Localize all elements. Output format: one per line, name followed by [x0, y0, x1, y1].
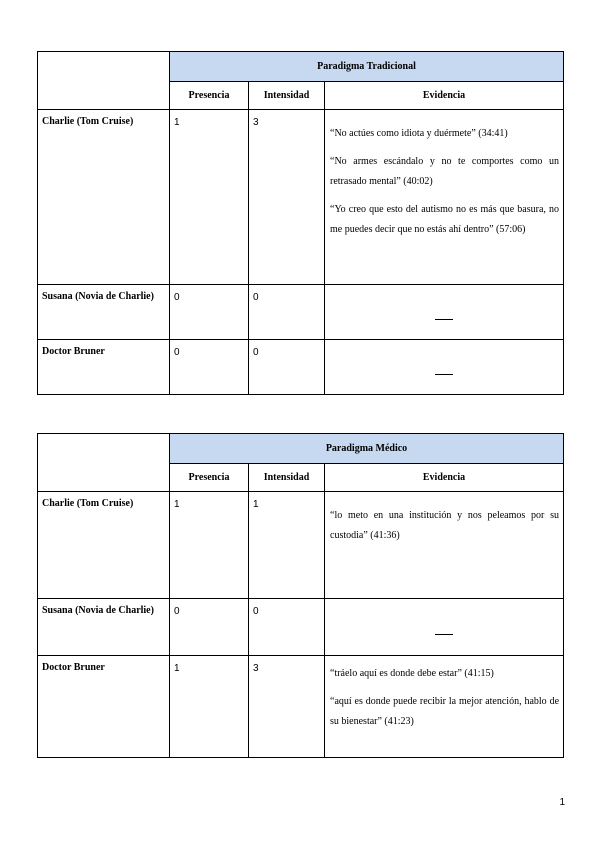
row-name: Charlie (Tom Cruise): [38, 492, 170, 599]
column-header-presence: Presencia: [170, 82, 249, 110]
table-paradigma-tradicional: [37, 51, 564, 395]
evidence-empty: [325, 285, 564, 340]
evidence-quote: “No actúes como idiota y duérmete” (34:41): [330, 128, 508, 139]
table-row: [38, 340, 564, 395]
presence-value: 1: [170, 110, 249, 285]
row-name: Susana (Novia de Charlie): [38, 285, 170, 340]
evidence-cell: [325, 110, 564, 285]
intensity-value: 3: [249, 656, 325, 758]
empty-dash: [435, 319, 453, 320]
evidence-empty: [325, 340, 564, 395]
table-row: [38, 656, 564, 758]
intensity-value: 3: [249, 110, 325, 285]
intensity-value: 0: [249, 599, 325, 656]
table-row: [38, 285, 564, 340]
evidence-quote: “Yo creo que esto del autismo no es más que basura, no me puedes decir que no estás ahí dentro” (57:06): [330, 204, 560, 235]
column-header-evidence: Evidencia: [325, 464, 564, 492]
evidence-quote: “lo meto en una institución y nos peleamos por su custodia” (41:36): [330, 510, 560, 541]
corner-cell: [38, 52, 170, 110]
evidence-quote: “No armes escándalo y no te comportes como un retrasado mental” (40:02): [330, 156, 560, 187]
table-row: [38, 110, 564, 285]
table-title: Paradigma Médico: [170, 434, 564, 464]
column-header-presence: Presencia: [170, 464, 249, 492]
intensity-value: 0: [249, 340, 325, 395]
row-name: Susana (Novia de Charlie): [38, 599, 170, 656]
table-paradigma-medico: [37, 433, 564, 758]
row-name: Doctor Bruner: [38, 340, 170, 395]
corner-cell: [38, 434, 170, 492]
presence-value: 0: [170, 285, 249, 340]
presence-value: 0: [170, 599, 249, 656]
evidence-quote: “tráelo aquí es donde debe estar” (41:15): [330, 668, 494, 679]
presence-value: 1: [170, 492, 249, 599]
evidence-cell: [325, 656, 564, 758]
column-header-intensity: Intensidad: [249, 82, 325, 110]
intensity-value: 1: [249, 492, 325, 599]
empty-dash: [435, 374, 453, 375]
evidence-empty: [325, 599, 564, 656]
presence-value: 0: [170, 340, 249, 395]
evidence-cell: [325, 492, 564, 599]
column-header-evidence: Evidencia: [325, 82, 564, 110]
intensity-value: 0: [249, 285, 325, 340]
row-name: Doctor Bruner: [38, 656, 170, 758]
presence-value: 1: [170, 656, 249, 758]
table-title: Paradigma Tradicional: [170, 52, 564, 82]
table-row: [38, 599, 564, 656]
table-row: [38, 492, 564, 599]
row-name: Charlie (Tom Cruise): [38, 110, 170, 285]
evidence-quote: “aquí es donde puede recibir la mejor atención, hablo de su bienestar” (41:23): [330, 696, 560, 727]
empty-dash: [435, 634, 453, 635]
page-number: 1: [559, 797, 565, 808]
column-header-intensity: Intensidad: [249, 464, 325, 492]
